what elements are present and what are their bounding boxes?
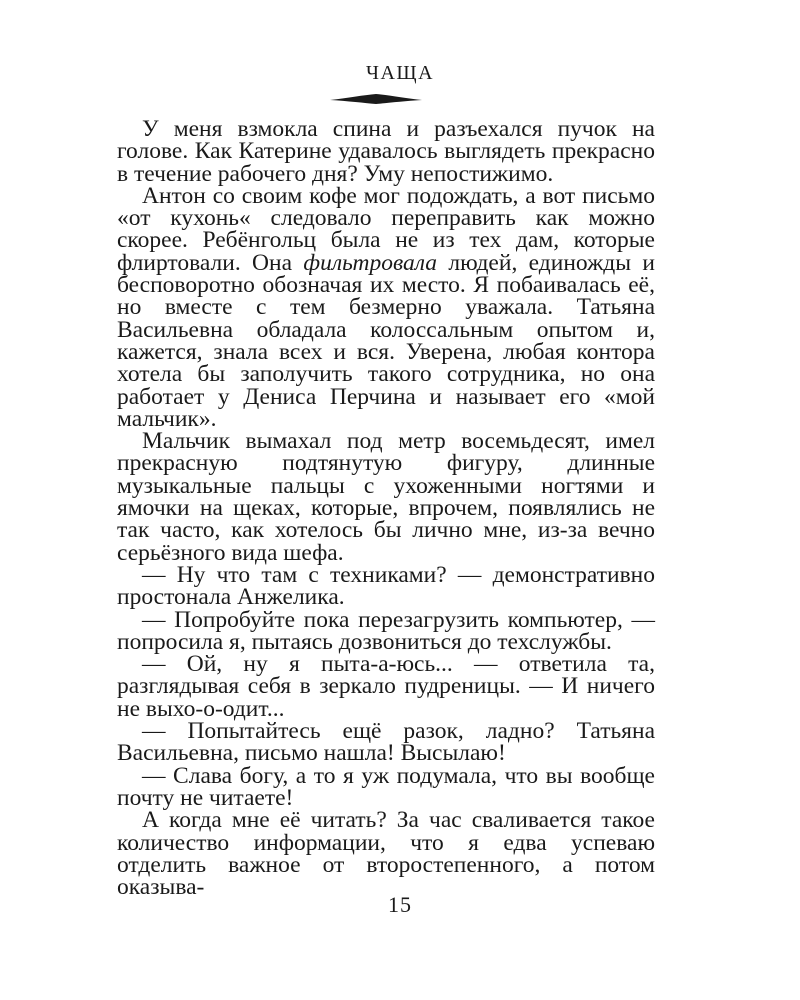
paragraph-2	[117, 182, 655, 432]
dialogue-line-4: — Попытайтесь ещё разок, ладно? Татьяна Васильевна, письмо нашла! Высылаю!	[117, 718, 655, 767]
swash-ornament-icon	[328, 92, 424, 106]
running-head-title: ЧАЩА	[365, 62, 435, 84]
dialogue-line-2: — Попробуйте пока перезагрузить компьютер, — попросила я, пытаясь дозвониться до техслужбы.	[117, 606, 655, 655]
page-number: 15	[388, 892, 412, 917]
dialogue-line-5: — Слава богу, а то я уж подумала, что вы вообще почту не читаете!	[117, 762, 655, 811]
dialogue-line-3: — Ой, ну я пыта-а-юсь... — ответила та, разглядывая себя в зеркало пудреницы. — И ничего не выхо-о-одит...	[117, 651, 655, 722]
paragraph-1: У меня взмокла спина и разъехался пучок на голове. Как Катерине удавалось выглядеть прекрасно в течение рабочего дня? Уму непостижимо.	[117, 116, 655, 187]
dialogue-line-1: — Ну что там с техниками? — демонстративно простонала Анжелика.	[117, 561, 655, 611]
paragraph-3: Мальчик вымахал под метр восемьдесят, имел прекрасную подтянутую фигуру, длинные музыкальные пальцы с ухоженными ногтями и ямочки на щеках, которые, впрочем, появлялись не так часто, как хотелось бы лично мне, из-за вечно серьёзного вида шефа.	[117, 428, 655, 566]
paragraph-final: А когда мне её читать? За час сваливается такое количество информации, что я едва успеваю отделить важное от второстепенного, а потом оказыва-	[117, 807, 655, 901]
body-text	[117, 116, 655, 901]
paragraph-2-part-b: людей, единожды и бесповоротно обозначая их место. Я побаивалась её, но вместе с тем безмерно уважала. Татьяна Васильевна обладала колоссальным опытом и, кажется, знала всех и вся. Уверена, любая контора хотела бы заполучить такого сотрудника, но она работает у Дениса Перчина и называет его «мой мальчик».	[117, 249, 655, 432]
emphasis-word: фильтровала	[303, 249, 438, 276]
paragraph-2-part-a: Антон со своим кофе мог подождать, а вот письмо «от кухонь« следовало переправить как можно скорее. Ребёнгольц была не из тех дам, которые флиртовали. Она	[117, 182, 655, 276]
